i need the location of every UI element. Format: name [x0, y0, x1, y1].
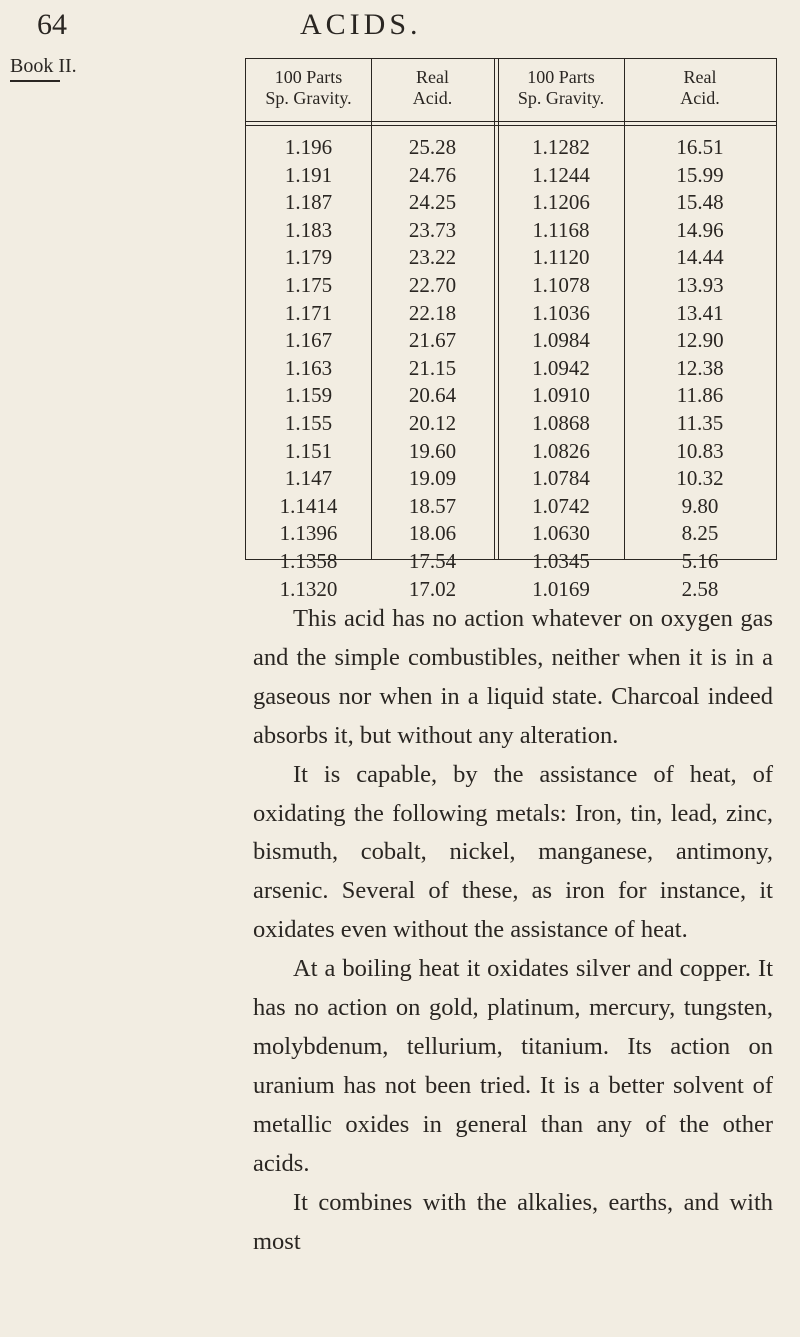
body-text	[253, 600, 773, 1261]
table-cell: 12.38	[676, 355, 724, 380]
table-cell: 12.90	[676, 328, 724, 353]
paragraph: It combines with the alkalies, earths, and with most	[253, 1188, 773, 1255]
table-cell: 18.57	[408, 493, 457, 518]
table-cell: 17.54	[408, 548, 457, 573]
table-cell: 1.0169	[532, 576, 590, 601]
table-cell: 1.0984	[532, 328, 590, 353]
table-cell: 1.179	[284, 245, 333, 270]
table-cell: 1.1320	[279, 576, 338, 601]
table-cell: 1.0630	[532, 521, 590, 546]
table-cell: 10.32	[676, 466, 724, 491]
running-head: ACIDS.	[300, 8, 422, 41]
table-cell: 17.02	[408, 576, 457, 601]
paragraph: It is capable, by the assistance of heat, of oxidating the following metals: Iron, tin, lead, zinc, bismuth, cobalt, nickel, manganese, antimony, arsenic. Several of these, as iron for instance, it oxidates even without the assistance of heat.	[253, 760, 773, 944]
table-cell: 1.183	[284, 217, 333, 242]
column-real-acid-1	[371, 134, 494, 603]
paragraph: This acid has no action whatever on oxygen gas and the simple combustibles, neither when it is in a gaseous nor when in a liquid state. Charcoal indeed absorbs it, but without any alteration.	[253, 605, 773, 749]
table-cell: 13.93	[676, 272, 724, 297]
table-cell: 24.25	[408, 190, 457, 215]
table-cell: 5.16	[681, 548, 719, 573]
table-cell: 22.18	[408, 300, 457, 325]
table-cell: 21.67	[408, 328, 457, 353]
header-sp-gravity-1: 100 Parts Sp. Gravity.	[265, 67, 352, 108]
table-cell: 1.1282	[532, 135, 590, 159]
table-cell: 19.60	[408, 438, 457, 463]
table-cell: 22.70	[408, 272, 457, 297]
column-real-acid-2	[624, 134, 776, 603]
header-sp-gravity-2: 100 Parts Sp. Gravity.	[517, 67, 605, 108]
table-cell: 1.159	[284, 383, 333, 408]
table-cell: 1.1036	[532, 300, 590, 325]
table-cell: 11.86	[676, 383, 724, 408]
table-cell: 1.1244	[532, 162, 590, 187]
table-cell: 8.25	[681, 521, 719, 546]
table-cell: 15.48	[676, 190, 724, 215]
table-cell: 18.06	[408, 521, 457, 546]
table-cell: 1.1168	[532, 217, 590, 242]
table-cell: 1.167	[284, 328, 333, 353]
table-cell: 1.1396	[279, 521, 338, 546]
table-cell: 16.51	[676, 135, 724, 159]
table-cell: 15.99	[676, 162, 724, 187]
table-cell: 1.187	[284, 190, 333, 215]
table-cell: 1.1120	[532, 245, 590, 270]
table-cell: 1.1206	[532, 190, 590, 215]
table-cell: 9.80	[681, 493, 719, 518]
table-cell: 1.0826	[532, 438, 590, 463]
column-sp-gravity-1	[246, 134, 371, 603]
book-label-underline	[10, 80, 60, 82]
table-cell: 1.171	[284, 300, 333, 325]
table-cell: 19.09	[408, 466, 457, 491]
table-cell: 1.151	[284, 438, 333, 463]
table-cell: 1.0742	[532, 493, 590, 518]
table-cell: 21.15	[408, 355, 457, 380]
table-cell: 1.0784	[532, 466, 590, 491]
table-cell: 2.58	[681, 576, 719, 601]
column-sp-gravity-2	[498, 134, 624, 603]
table-cell: 24.76	[408, 162, 457, 187]
table-cell: 1.0942	[532, 355, 590, 380]
book-label: Book II.	[10, 55, 77, 77]
specific-gravity-table	[245, 58, 777, 601]
table-cell: 23.73	[408, 217, 457, 242]
table-cell: 1.163	[284, 355, 333, 380]
table-cell: 1.1078	[532, 272, 590, 297]
table-cell: 1.191	[284, 162, 333, 187]
header-rule	[246, 121, 776, 126]
paragraph: At a boiling heat it oxidates silver and copper. It has no action on gold, platinum, mercury, tungsten, molybdenum, tellurium, titanium. Its action on uranium has not been tried. It is a better solvent of metallic oxides in general than any of the other acids.	[253, 955, 773, 1177]
table-cell: 1.175	[284, 272, 333, 297]
table-cell: 10.83	[676, 438, 724, 463]
table-cell: 1.0345	[532, 548, 590, 573]
header-real-acid-1: Real Acid.	[412, 67, 453, 108]
column-divider	[494, 59, 495, 559]
table-cell: 14.96	[676, 217, 724, 242]
table-cell: 1.147	[284, 466, 333, 491]
table-cell: 1.196	[284, 135, 333, 159]
table-cell: 13.41	[676, 300, 724, 325]
table-cell: 14.44	[676, 245, 724, 270]
table-cell: 11.35	[676, 410, 724, 435]
table-cell: 25.28	[408, 135, 457, 159]
header-real-acid-2: Real Acid.	[680, 67, 720, 108]
table-cell: 20.12	[408, 410, 457, 435]
table-cell: 1.0910	[532, 383, 590, 408]
table-cell: 1.1414	[279, 493, 338, 518]
table-cell: 23.22	[408, 245, 457, 270]
table-cell: 20.64	[408, 383, 457, 408]
page-number: 64	[37, 8, 67, 41]
table-cell: 1.1358	[279, 548, 338, 573]
table-cell: 1.155	[284, 410, 333, 435]
table-cell: 1.0868	[532, 410, 590, 435]
